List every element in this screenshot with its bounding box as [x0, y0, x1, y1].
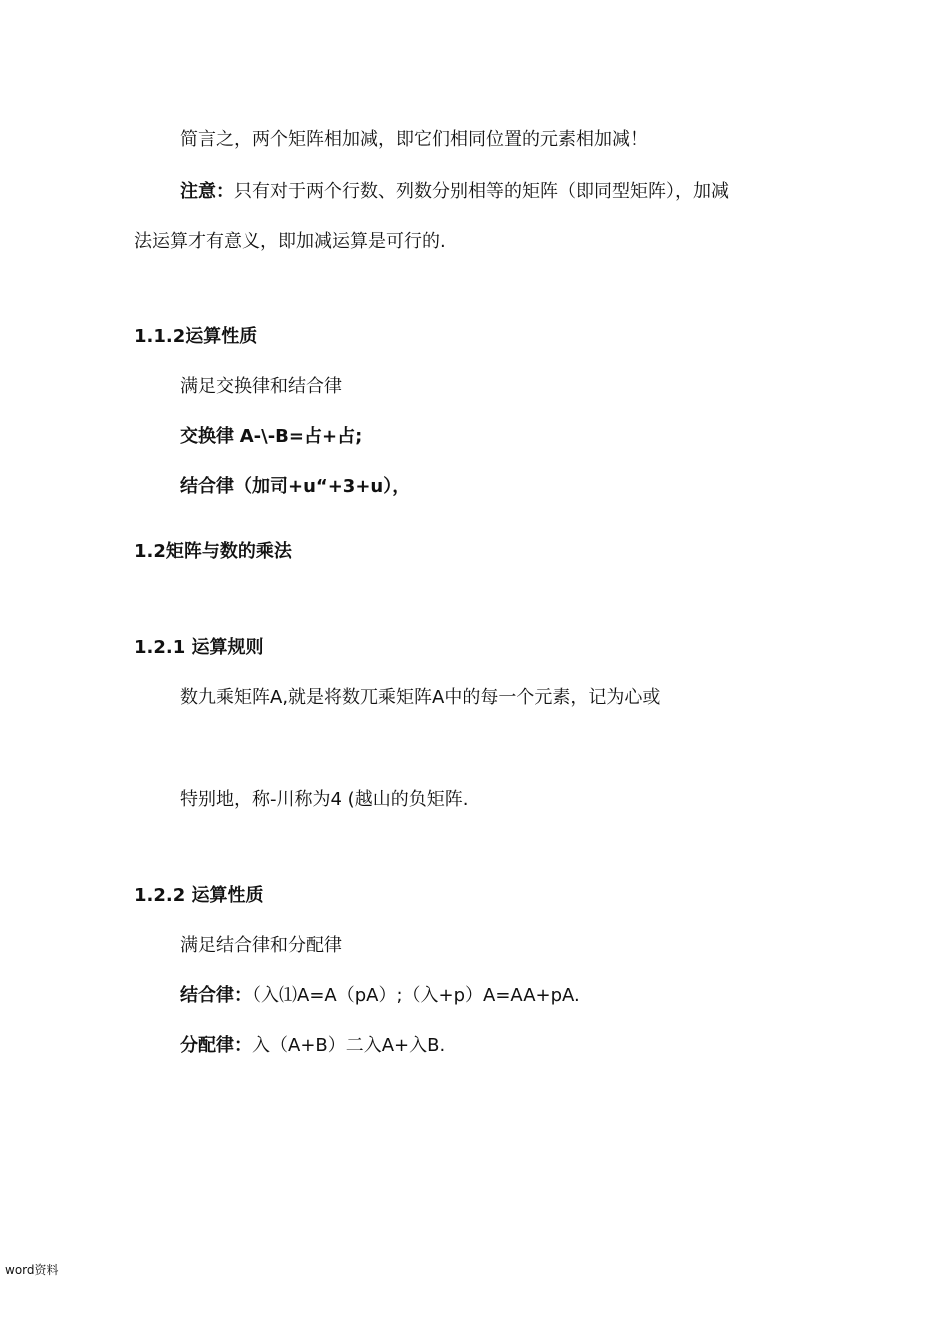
note-label: 注意：: [180, 181, 234, 202]
paragraph-summary: 简言之，两个矩阵相加减，即它们相同位置的元素相加减！: [180, 129, 648, 150]
note-text: 只有对于两个行数、列数分别相等的矩阵（即同型矩阵），加减: [234, 181, 729, 202]
paragraph-note-continued: 法运算才有意义，即加减运算是可行的.: [134, 231, 446, 252]
associative-law-addition: 结合律（加司+u“+3+u），: [180, 476, 411, 497]
scalar-multiplication-rule: 数九乘矩阵A,就是将数兀乘矩阵A中的每一个元素，记为心或: [180, 687, 661, 708]
distributive-label: 分配律：: [180, 1035, 252, 1056]
associative-formula: （入⑴A=A（pA）;（入+p）A=AA+pA.: [252, 985, 580, 1006]
page-footer: word资料: [5, 1263, 59, 1277]
commutative-label: 交换律: [180, 426, 234, 447]
section-1-1-2-intro: 满足交换律和结合律: [180, 376, 342, 397]
section-heading-1-2-2: 1.2.2 运算性质: [134, 885, 264, 906]
commutative-law: [180, 425, 362, 449]
distributive-formula: 入（A+B）二入A+入B.: [252, 1035, 446, 1056]
associative-label: 结合律：: [180, 985, 252, 1006]
commutative-formula: A-\-B=占+占;: [239, 426, 363, 447]
section-heading-1-2: 1.2矩阵与数的乘法: [134, 541, 292, 562]
negative-matrix-definition: 特别地，称-川称为4 (越山的负矩阵.: [180, 789, 469, 810]
paragraph-note: [180, 180, 729, 204]
distributive-law: [180, 1034, 445, 1058]
section-1-2-2-intro: 满足结合律和分配律: [180, 935, 342, 956]
associative-law-scalar: [180, 984, 580, 1008]
section-heading-1-1-2: 1.1.2运算性质: [134, 326, 258, 347]
section-heading-1-2-1: 1.2.1 运算规则: [134, 637, 264, 658]
